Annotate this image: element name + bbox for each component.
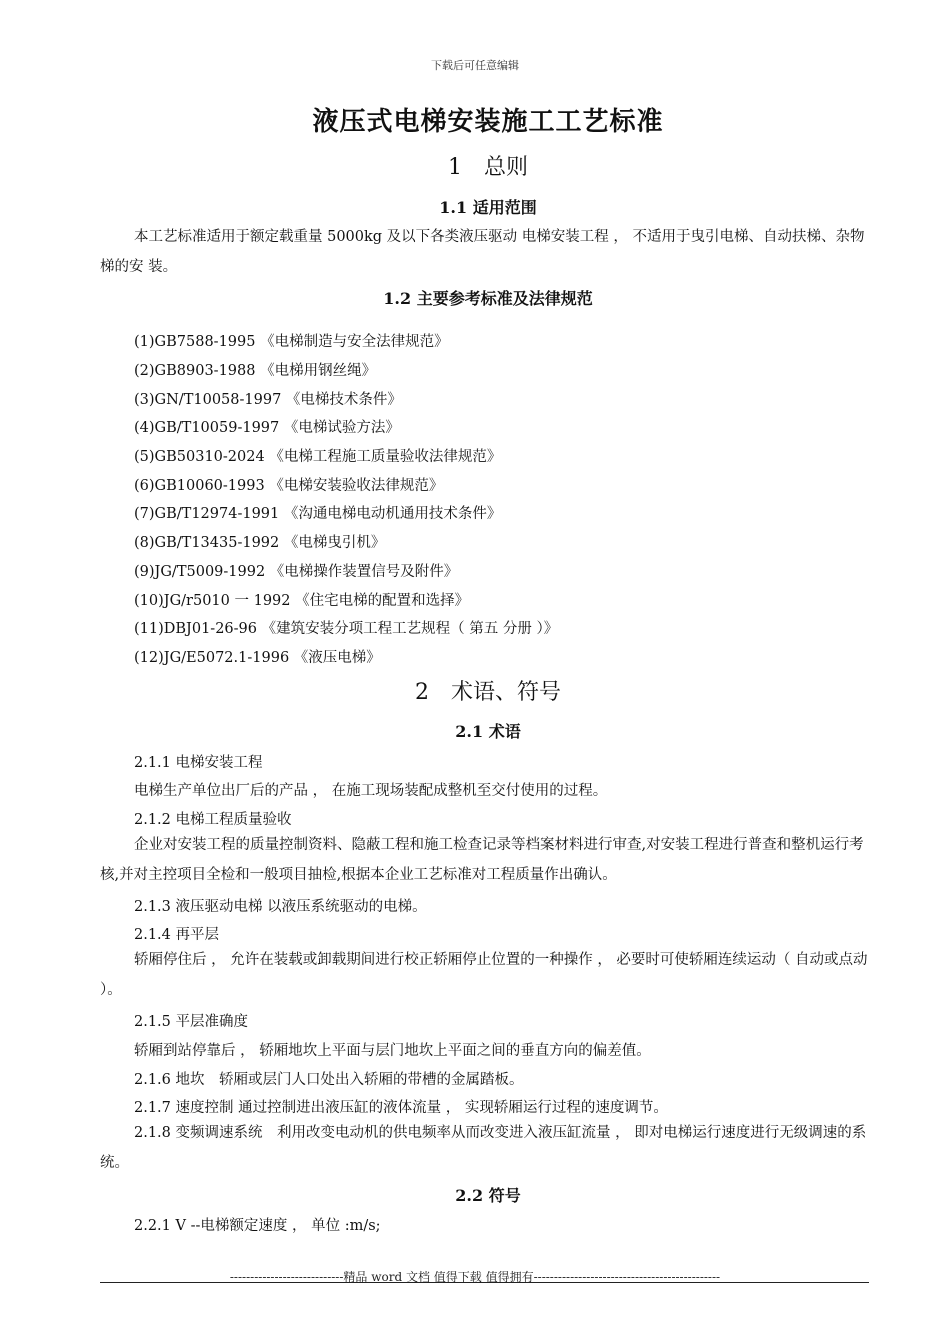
reference-item: (8)GB/T13435-1992 《电梯曳引机》 [134, 535, 386, 551]
term-entry: 2.1.6 地坎 轿厢或层门人口处出入轿厢的带槽的金属踏板。 [134, 1072, 524, 1088]
term-definition: 企业对安装工程的质量控制资料、隐蔽工程和施工检查记录等档案材料进行审查,对安装工程进行普查和整机运行考核,并对主控项目全检和一般项目抽检,根据本企业工艺标准对工程质量作出确认。 [100, 837, 864, 883]
reference-item: (6)GB10060-1993 《电梯安装验收法律规范》 [134, 478, 444, 494]
term-label: 2.1.1 电梯安装工程 [134, 755, 263, 771]
reference-item: (1)GB7588-1995 《电梯制造与安全法律规范》 [134, 334, 449, 350]
document-title: 液压式电梯安装施工工艺标准 [312, 107, 664, 137]
term-entry: 2.1.3 液压驱动电梯 以液压系统驱动的电梯。 [134, 899, 427, 915]
header-note: 下载后可任意编辑 [431, 59, 519, 72]
term-definition: 轿厢到站停靠后 ， 轿厢地坎上平面与层门地坎上平面之间的垂直方向的偏差值。 [134, 1043, 651, 1059]
reference-item: (3)GN/T10058-1997 《电梯技术条件》 [134, 392, 402, 408]
term-definition: 电梯生产单位出厂后的产品 ， 在施工现场装配成整机至交付使用的过程。 [134, 783, 608, 799]
reference-item: (9)JG/T5009-1992 《电梯操作装置信号及附件》 [134, 564, 459, 580]
symbol-entry: 2.2.1 V --电梯额定速度 ， 单位 :m/s; [134, 1218, 381, 1234]
term-entry: 2.1.7 速度控制 通过控制进出液压缸的液体流量 ， 实现轿厢运行过程的速度调节。 [134, 1100, 668, 1116]
section-2-1-heading: 2.1 术语 [455, 722, 521, 741]
term-label: 2.1.4 再平层 [134, 927, 220, 943]
reference-item: (12)JG/E5072.1-1996 《液压电梯》 [134, 650, 381, 666]
footer-text: ----------------------------精品 word 文档 值得下载 值得拥有---------------------------------------------- [229, 1270, 721, 1284]
section-1-1-text: 本工艺标准适用于额定载重量 5000kg 及以下各类液压驱动 电梯安装工程 ， 不适用于曳引电梯、自动扶梯、杂物梯的安 装。 [100, 229, 865, 275]
term-definition: 轿厢停住后 ， 允许在装载或卸载期间进行校正轿厢停止位置的一种操作 ， 必要时可使轿厢连续运动（ 自动或点动 ）。 [100, 952, 868, 998]
reference-item: (11)DBJ01-26-96 《建筑安装分项工程工艺规程（ 第五 分册 ）》 [134, 621, 559, 637]
term-label: 2.1.2 电梯工程质量验收 [134, 812, 292, 828]
section-2-heading: 2 术语、符号 [415, 680, 561, 705]
section-1-2-heading: 1.2 主要参考标准及法律规范 [383, 289, 593, 308]
section-2-2-heading: 2.2 符号 [455, 1186, 521, 1205]
section-1-heading: 1 总则 [448, 155, 528, 180]
reference-item: (2)GB8903-1988 《电梯用钢丝绳》 [134, 363, 377, 379]
section-1-1-heading: 1.1 适用范围 [439, 198, 537, 217]
reference-item: (7)GB/T12974-1991 《沟通电梯电动机通用技术条件》 [134, 506, 502, 522]
reference-item: (5)GB50310-2024 《电梯工程施工质量验收法律规范》 [134, 449, 502, 465]
footer-divider [100, 1282, 869, 1283]
reference-item: (10)JG/r5010 一 1992 《住宅电梯的配置和选择》 [134, 593, 470, 609]
term-entry: 2.1.8 变频调速系统 利用改变电动机的供电频率从而改变进入液压缸流量 ， 即对电梯运行速度进行无级调速的系统。 [100, 1125, 867, 1171]
term-label: 2.1.5 平层准确度 [134, 1014, 249, 1030]
reference-item: (4)GB/T10059-1997 《电梯试验方法》 [134, 420, 400, 436]
